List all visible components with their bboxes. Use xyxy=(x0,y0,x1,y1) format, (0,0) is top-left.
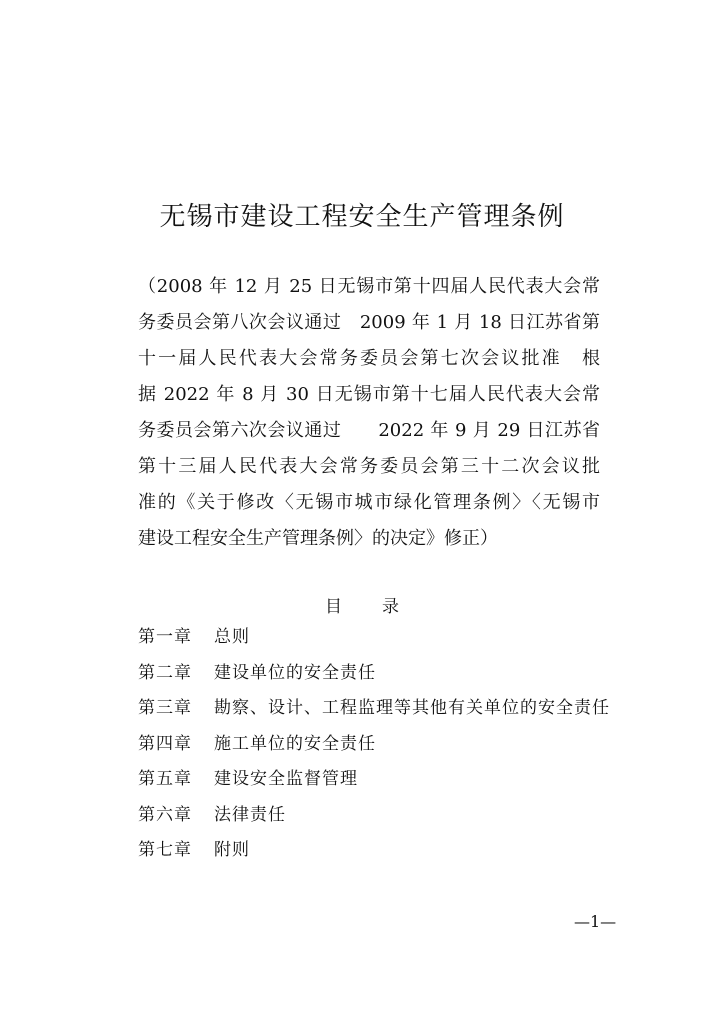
toc-heading xyxy=(0,592,724,617)
preamble-line: 第十三届人民代表大会常务委员会第三十二次会议批 xyxy=(138,456,600,477)
preamble-line: 建设工程安全生产管理条例〉的决定》修正） xyxy=(138,528,498,549)
chapter-label: 第四章 xyxy=(138,733,192,754)
toc-item[interactable] xyxy=(138,691,610,727)
chapter-title: 施工单位的安全责任 xyxy=(214,733,376,754)
chapter-title: 勘察、设计、工程监理等其他有关单位的安全责任 xyxy=(214,698,610,718)
chapter-label: 第五章 xyxy=(138,769,192,789)
chapter-label: 第七章 xyxy=(138,840,192,860)
chapter-label: 第六章 xyxy=(138,804,192,825)
preamble-line: （2008 年 12 月 25 日无锡市第十四届人民代表大会常 xyxy=(138,276,600,297)
document-title: 无锡市建设工程安全生产管理条例 xyxy=(159,202,565,232)
toc-item[interactable] xyxy=(138,798,610,834)
chapter-title: 建设安全监督管理 xyxy=(214,769,358,789)
toc-item[interactable] xyxy=(138,833,610,869)
toc-item[interactable] xyxy=(138,762,610,798)
chapter-title: 建设单位的安全责任 xyxy=(214,662,376,683)
toc-item[interactable] xyxy=(138,727,610,763)
preamble-line: 据 2022 年 8 月 30 日无锡市第十七届人民代表大会常 xyxy=(138,384,600,405)
preamble-line: 十一届人民代表大会常务委员会第七次会议批准 根 xyxy=(138,348,600,369)
chapter-title: 法律责任 xyxy=(214,804,286,825)
page-number: —1— xyxy=(574,912,617,931)
preamble-line: 务委员会第八次会议通过 2009 年 1 月 18 日江苏省第 xyxy=(138,312,600,333)
preamble-line: 准的《关于修改〈无锡市城市绿化管理条例〉〈无锡市 xyxy=(138,492,600,513)
preamble-line: 务委员会第六次会议通过 2022 年 9 月 29 日江苏省 xyxy=(138,420,600,441)
chapter-label: 第二章 xyxy=(138,662,192,683)
toc-heading-char: 目 xyxy=(325,597,342,617)
toc-item[interactable] xyxy=(138,656,610,692)
toc-item[interactable] xyxy=(138,620,610,656)
table-of-contents xyxy=(138,620,610,869)
chapter-label: 第一章 xyxy=(138,627,192,647)
preamble xyxy=(138,269,600,557)
chapter-title: 附则 xyxy=(214,840,250,860)
chapter-title: 总则 xyxy=(214,627,250,647)
toc-heading-char: 录 xyxy=(382,597,399,617)
chapter-label: 第三章 xyxy=(138,698,192,718)
